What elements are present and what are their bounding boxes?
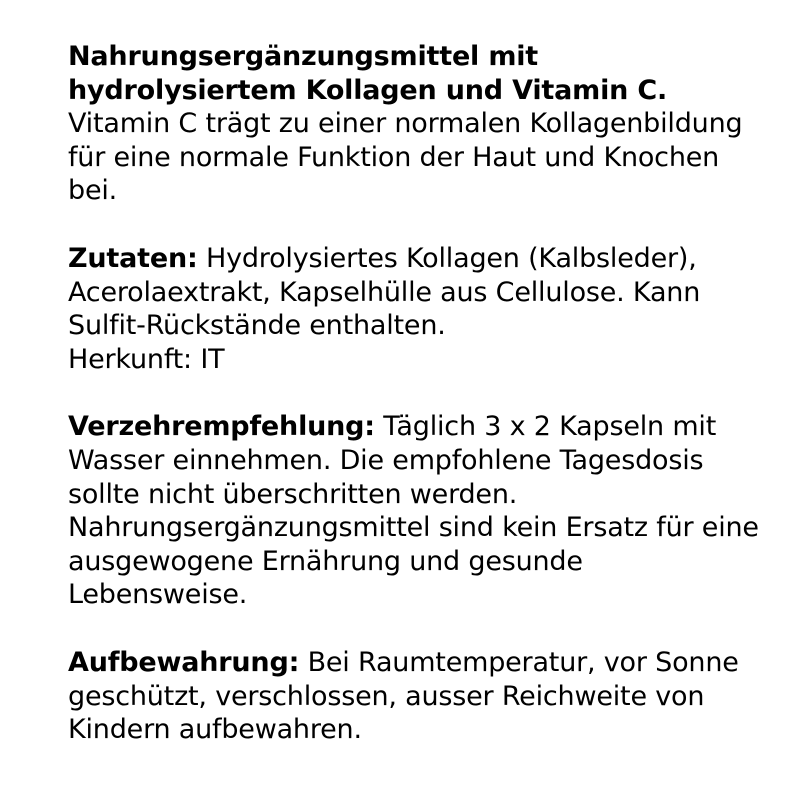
ingredients-section — [68, 242, 768, 376]
ingredients-label: Zutaten: — [68, 242, 198, 274]
product-info-document — [68, 40, 768, 781]
product-heading: Nahrungsergänzungsmittel mit hydrolysiertem Kollagen und Vitamin C. — [68, 41, 668, 106]
storage-label: Aufbewahrung: — [68, 646, 300, 678]
origin-text: Herkunft: IT — [68, 343, 225, 375]
intro-section — [68, 40, 768, 208]
storage-section — [68, 646, 768, 747]
ingredients-text: Hydrolysiertes Kollagen (Kalbsleder), Acerolaextrakt, Kapselhülle aus Cellulose. Kann Sulfit-Rückstände enthalten. — [68, 242, 701, 342]
dosage-label: Verzehrempfehlung: — [68, 411, 375, 443]
intro-text: Vitamin C trägt zu einer normalen Kollagenbildung für eine normale Funktion der Haut und Knochen bei. — [68, 108, 743, 207]
dosage-text: Täglich 3 x 2 Kapseln mit Wasser einnehmen. Die empfohlene Tagesdosis sollte nicht überschritten werden. Nahrungsergänzungsmittel sind kein Ersatz für eine ausgewogene Ernährung und gesunde Lebensweise. — [68, 411, 759, 611]
storage-text: Bei Raumtemperatur, vor Sonne geschützt, verschlossen, ausser Reichweite von Kindern aufbewahren. — [68, 646, 739, 746]
dosage-section — [68, 410, 768, 612]
